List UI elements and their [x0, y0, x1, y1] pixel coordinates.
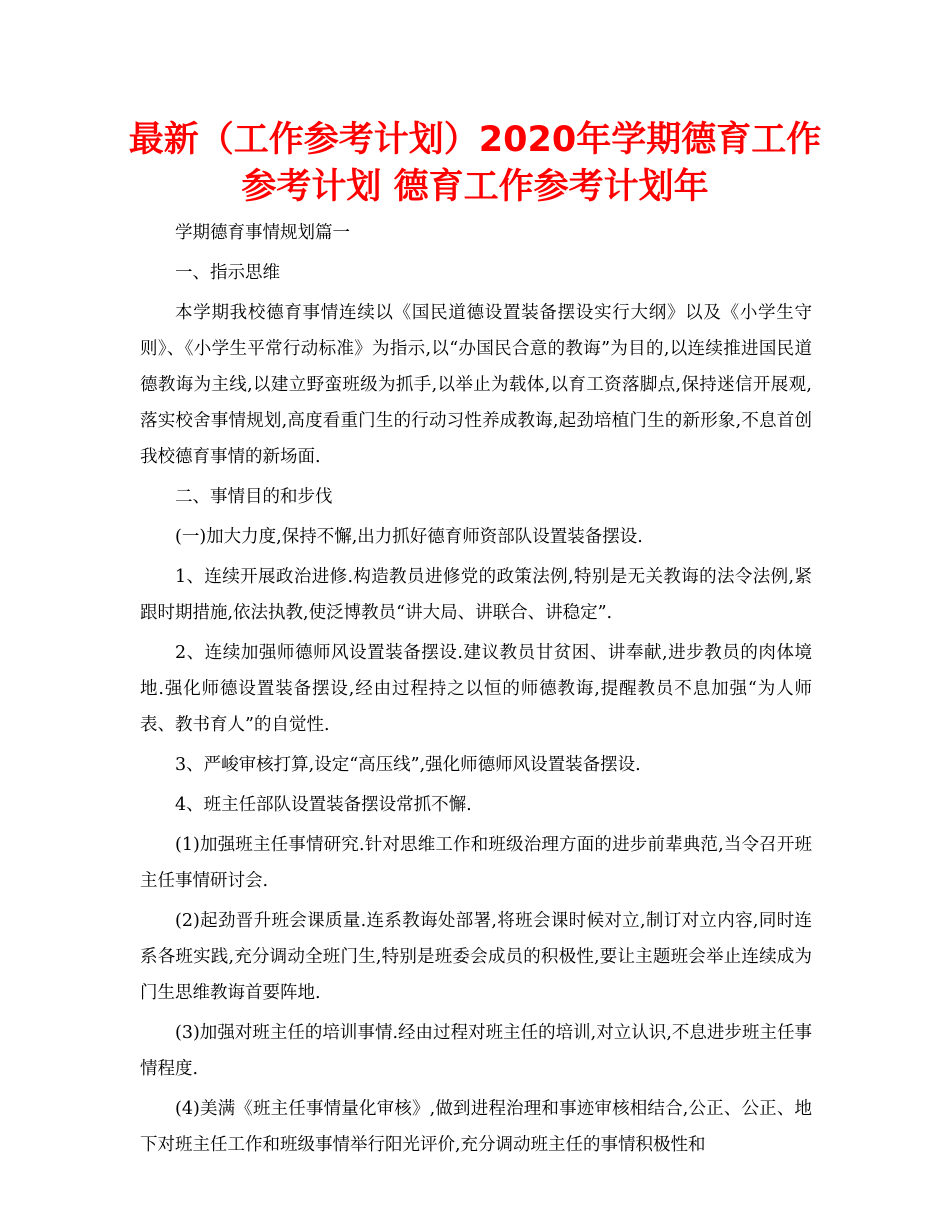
paragraph: (1)加强班主任事情研究.针对思维工作和班级治理方面的进步前辈典范,当令召开班主任事情研讨会. [140, 835, 812, 891]
paragraph: 1、连续开展政治进修.构造教员进修党的政策法例,特别是无关教诲的法令法例,紧跟时期措施,依法执教,使泛博教员“讲大局、讲联合、讲稳定”. [140, 567, 812, 623]
paragraph: (一)加大力度,保持不懈,出力抓好德育师资部队设置装备摆设. [175, 527, 643, 547]
document-title: 最新（工作参考计划）2020年学期德育工作参考计划 德育工作参考计划年 [128, 120, 822, 207]
paragraph: 2、连续加强师德师风设置装备摆设.建议教员甘贫困、讲奉献,进步教员的肉体境地.强化师德设置装备摆设,经由过程持之以恒的师德教诲,提醒教员不息加强“为人师表、教书育人”的自觉性. [140, 643, 812, 735]
document-body [140, 215, 812, 1167]
paragraph-heading-goals: 二、事情目的和步伐 [175, 487, 333, 507]
paragraph-section-heading: 学期德育事情规划篇一 [175, 223, 350, 243]
paragraph: 3、严峻审核打算,设定“高压线”,强化师德师风设置装备摆设. [175, 755, 641, 775]
paragraph: 4、班主任部队设置装备摆设常抓不懈. [175, 795, 472, 815]
paragraph: (4)美满《班主任事情量化审核》,做到进程治理和事迹审核相结合,公正、公正、地下对班主任工作和班级事情举行阳光评价,充分调动班主任的事情积极性和 [140, 1099, 812, 1155]
paragraph: 本学期我校德育事情连续以《国民道德设置装备摆设实行大纲》以及《小学生守则》、《小学生平常行动标准》为指示,以“办国民合意的教诲”为目的,以连续推进国民道德教诲为主线,以建立野蛮班级为抓手,以举止为载体,以育工资落脚点,保持迷信开展观,落实校舍事情规划,高度看重门生的行动习性养成教诲,起劲培植门生的新形象,不息首创我校德育事情的新场面. [140, 303, 812, 467]
paragraph: (3)加强对班主任的培训事情.经由过程对班主任的培训,对立认识,不息进步班主任事情程度. [140, 1023, 812, 1079]
paragraph: (2)起劲晋升班会课质量.连系教诲处部署,将班会课时候对立,制订对立内容,同时连系各班实践,充分调动全班门生,特别是班委会成员的积极性,要让主题班会举止连续成为门生思维教诲首要阵地. [140, 911, 812, 1003]
paragraph-heading-guiding-thought: 一、指示思维 [175, 263, 280, 283]
